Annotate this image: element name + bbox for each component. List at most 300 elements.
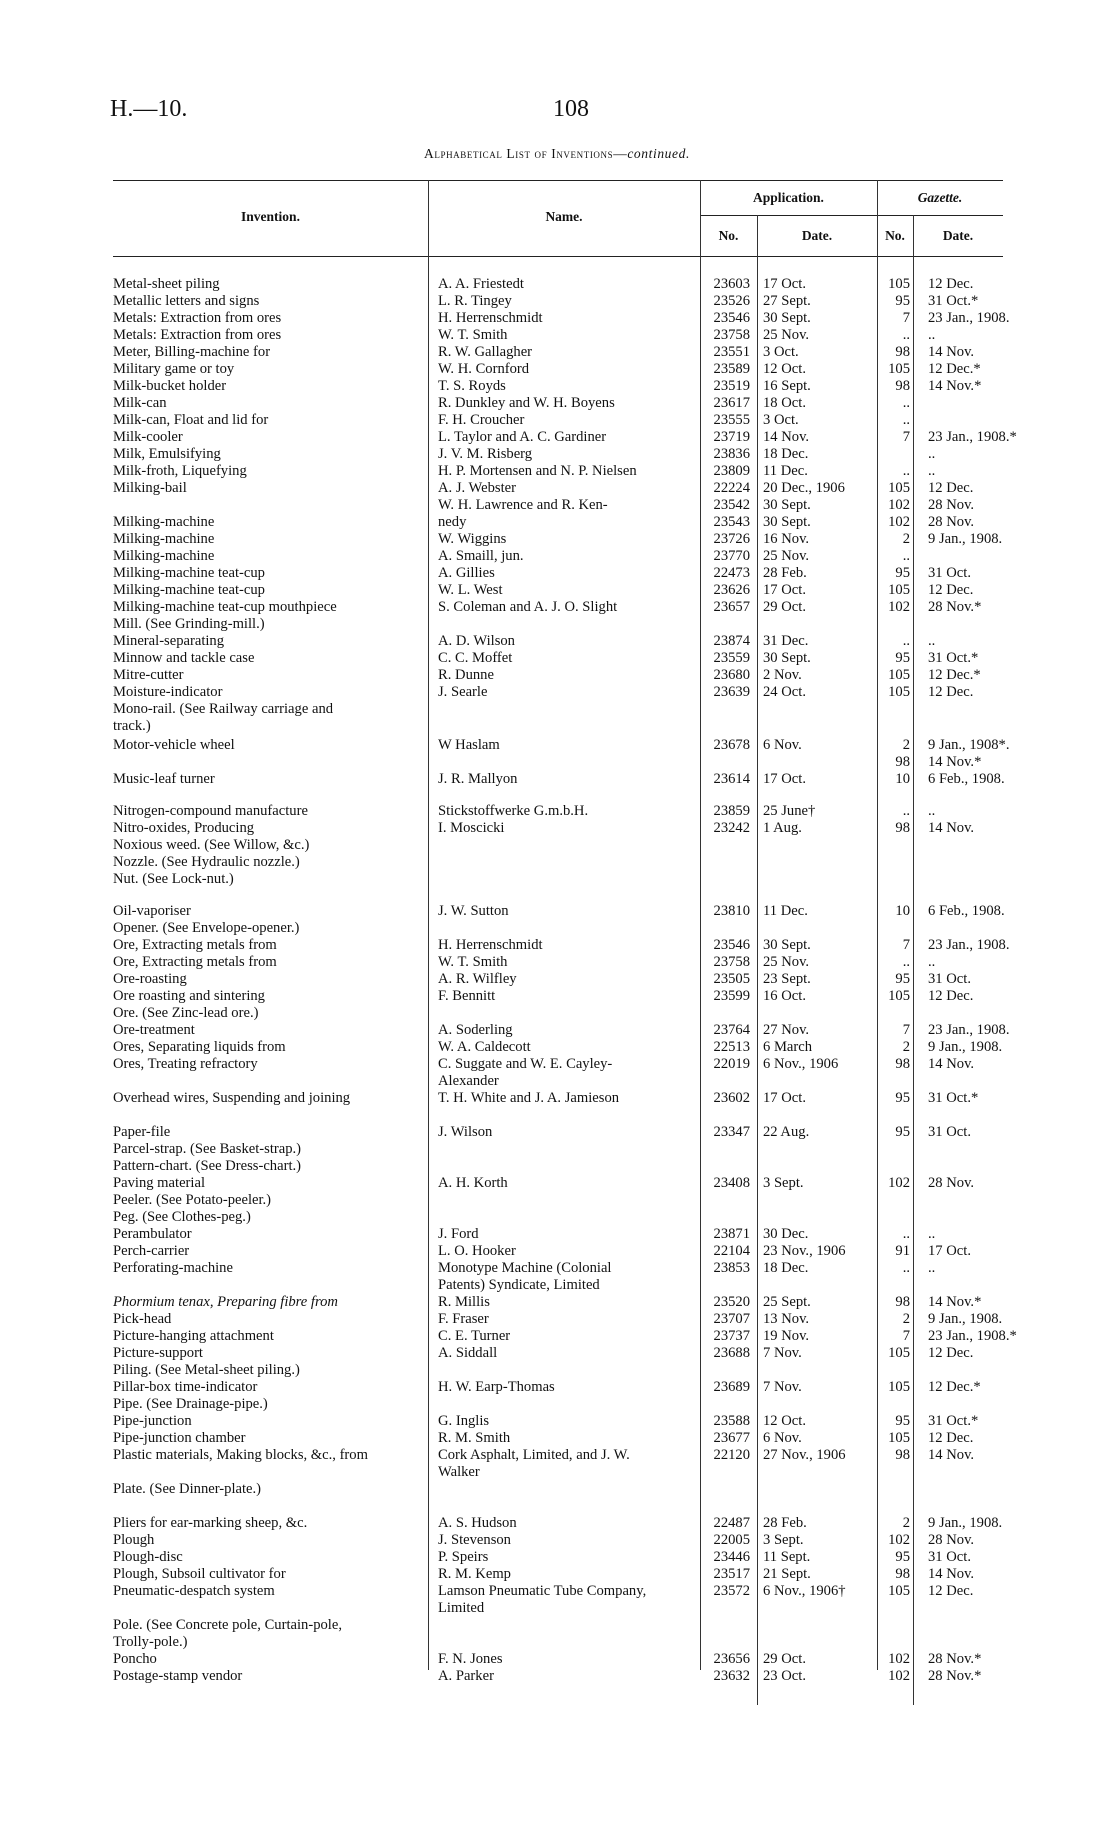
cell-name: C. Suggate and W. E. Cayley- <box>438 1056 613 1072</box>
cell-date: 30 Sept. <box>763 514 811 530</box>
cell-gno: 95 <box>895 1090 910 1106</box>
cell-gno: 98 <box>895 820 910 836</box>
cell-date: 19 Nov. <box>763 1328 810 1344</box>
cell-no: 23546 <box>713 310 750 326</box>
cell-gno: 95 <box>895 971 910 987</box>
cell-no: 23632 <box>713 1668 750 1684</box>
cell-no: 23551 <box>713 344 750 360</box>
cell-inv: Military game or toy <box>113 361 235 377</box>
cell-name: S. Coleman and A. J. O. Slight <box>438 599 618 615</box>
cell-name: Lamson Pneumatic Tube Company, <box>438 1583 647 1599</box>
cell-inv: Metals: Extraction from ores <box>113 327 282 343</box>
cell-inv: Pick-head <box>113 1311 172 1327</box>
cell-gno: 105 <box>888 361 910 377</box>
cell-gdate: 28 Nov. <box>928 514 975 530</box>
cell-inv: Mono-rail. (See Railway carriage and <box>113 701 334 717</box>
cell-inv: Perambulator <box>113 1226 192 1242</box>
cell-date: 12 Oct. <box>763 1413 806 1429</box>
cell-name: Patents) Syndicate, Limited <box>438 1277 600 1293</box>
cell-gno: 105 <box>888 988 910 1004</box>
cell-no: 23758 <box>713 327 750 343</box>
cell-date: 29 Oct. <box>763 1651 806 1667</box>
cell-date: 20 Dec., 1906 <box>763 480 845 496</box>
cell-gno: 10 <box>895 771 910 787</box>
cell-no: 22104 <box>713 1243 750 1259</box>
cell-date: 1 Aug. <box>763 820 802 836</box>
cell-name: W. T. Smith <box>438 954 508 970</box>
cell-date: 11 Dec. <box>763 463 808 479</box>
cell-date: 25 Nov. <box>763 954 810 970</box>
cell-name: F. N. Jones <box>438 1651 503 1667</box>
cell-date: 16 Nov. <box>763 531 810 547</box>
cell-inv: Overhead wires, Suspending and joining <box>113 1090 351 1106</box>
cell-date: 30 Sept. <box>763 937 811 953</box>
cell-gno: 105 <box>888 684 910 700</box>
col-divider-appdate <box>757 215 758 1705</box>
cell-gno: .. <box>902 412 910 428</box>
cell-no: 22473 <box>713 565 750 581</box>
cell-inv: Milking-machine teat-cup <box>113 565 265 581</box>
cell-no: 23874 <box>713 633 750 649</box>
cell-name: R. M. Smith <box>438 1430 511 1446</box>
cell-date: 23 Sept. <box>763 971 811 987</box>
cell-inv: Noxious weed. (See Willow, &c.) <box>113 837 310 853</box>
cell-no: 23505 <box>713 971 750 987</box>
cell-date: 17 Oct. <box>763 1090 806 1106</box>
cell-name: Alexander <box>438 1073 499 1089</box>
cell-no: 23599 <box>713 988 750 1004</box>
cell-no: 23588 <box>713 1413 750 1429</box>
cell-no: 23347 <box>713 1124 750 1140</box>
cell-inv: Postage-stamp vendor <box>113 1668 243 1684</box>
cell-inv: Ore, Extracting metals from <box>113 937 277 953</box>
cell-inv: Metals: Extraction from ores <box>113 310 282 326</box>
cell-no: 23859 <box>713 803 750 819</box>
cell-no: 23770 <box>713 548 750 564</box>
cell-inv: Milk, Emulsifying <box>113 446 221 462</box>
cell-date: 14 Nov. <box>763 429 810 445</box>
cell-inv: Plate. (See Dinner-plate.) <box>113 1481 262 1497</box>
col-gaz-date: Date. <box>942 228 974 243</box>
col-gaz-no: No. <box>885 228 905 243</box>
cell-name: J. Wilson <box>438 1124 493 1140</box>
cell-gno: 105 <box>888 1345 910 1361</box>
cell-inv: Music-leaf turner <box>113 771 215 787</box>
cell-gno: 102 <box>888 1175 910 1191</box>
cell-no: 23810 <box>713 903 750 919</box>
cell-inv: Mill. (See Grinding-mill.) <box>113 616 265 632</box>
cell-no: 23719 <box>713 429 750 445</box>
cell-no: 23639 <box>713 684 750 700</box>
cell-name: J. Stevenson <box>438 1532 511 1548</box>
cell-gno: 102 <box>888 1532 910 1548</box>
cell-inv: Milk-froth, Liquefying <box>113 463 247 479</box>
cell-gdate: 31 Oct. <box>928 971 971 987</box>
cell-inv: Milk-can <box>113 395 167 411</box>
cell-name: Monotype Machine (Colonial <box>438 1260 612 1276</box>
cell-gdate: 12 Dec. <box>928 1583 974 1599</box>
cell-name: H. P. Mortensen and N. P. Nielsen <box>438 463 637 479</box>
cell-date: 16 Sept. <box>763 378 811 394</box>
cell-date: 31 Dec. <box>763 633 809 649</box>
cell-date: 25 June† <box>763 803 816 819</box>
cell-gdate: 12 Dec.* <box>928 1379 981 1395</box>
cell-date: 3 Oct. <box>763 412 799 428</box>
cell-date: 18 Oct. <box>763 395 806 411</box>
cell-gno: 105 <box>888 667 910 683</box>
app-gaz-rule <box>700 215 1003 216</box>
cell-gno: 7 <box>902 429 910 445</box>
cell-no: 23555 <box>713 412 750 428</box>
cell-gno: 95 <box>895 565 910 581</box>
cell-gdate: .. <box>928 1226 936 1242</box>
cell-gdate: 12 Dec.* <box>928 361 981 377</box>
cell-no: 23559 <box>713 650 750 666</box>
cell-no: 23853 <box>713 1260 750 1276</box>
cell-gno: 98 <box>895 1294 910 1310</box>
col-invention: Invention. <box>241 209 300 224</box>
cell-name: T. H. White and J. A. Jamieson <box>438 1090 620 1106</box>
cell-gdate: 14 Nov. <box>928 820 975 836</box>
cell-name: P. Speirs <box>438 1549 489 1565</box>
cell-gdate: 23 Jan., 1908. <box>928 310 1010 326</box>
page-subtitle <box>0 146 1114 162</box>
cell-no: 23572 <box>713 1583 750 1599</box>
cell-date: 11 Dec. <box>763 903 808 919</box>
cell-name: nedy <box>438 514 467 530</box>
cell-name: A. Smaill, jun. <box>438 548 524 564</box>
table-top-rule <box>113 180 1003 181</box>
cell-no: 22487 <box>713 1515 750 1531</box>
cell-gno: .. <box>902 463 910 479</box>
cell-date: 29 Oct. <box>763 599 806 615</box>
cell-gno: 98 <box>895 754 910 770</box>
cell-gno: 95 <box>895 1413 910 1429</box>
cell-no: 23589 <box>713 361 750 377</box>
col-app-no: No. <box>718 228 739 243</box>
cell-no: 22019 <box>713 1056 750 1072</box>
cell-no: 23546 <box>713 937 750 953</box>
cell-gdate: 31 Oct.* <box>928 293 979 309</box>
cell-gno: 95 <box>895 650 910 666</box>
cell-date: 18 Dec. <box>763 1260 809 1276</box>
cell-name: A. Gillies <box>438 565 495 581</box>
cell-gno: 95 <box>895 293 910 309</box>
cell-name: L. R. Tingey <box>438 293 512 309</box>
cell-inv: Ore roasting and sintering <box>113 988 265 1004</box>
cell-gdate: 28 Nov.* <box>928 1668 982 1684</box>
cell-no: 23656 <box>713 1651 750 1667</box>
cell-gdate: 14 Nov. <box>928 1566 975 1582</box>
cell-no: 23677 <box>713 1430 750 1446</box>
cell-gdate: 28 Nov.* <box>928 1651 982 1667</box>
cell-name: A. R. Wilfley <box>438 971 517 987</box>
cell-name: J. R. Mallyon <box>438 771 518 787</box>
cell-gno: 2 <box>902 1311 910 1327</box>
cell-name: A. A. Friestedt <box>438 276 524 292</box>
cell-date: 23 Oct. <box>763 1668 806 1684</box>
cell-gdate: 14 Nov.* <box>928 754 982 770</box>
cell-inv: Pole. (See Concrete pole, Curtain-pole, <box>113 1617 342 1633</box>
cell-no: 23836 <box>713 446 750 462</box>
col-application: Application. <box>753 190 824 205</box>
cell-date: 17 Oct. <box>763 771 806 787</box>
col-app-date: Date. <box>801 228 833 243</box>
cell-date: 6 March <box>763 1039 813 1055</box>
cell-inv: Milking-machine teat-cup <box>113 582 265 598</box>
cell-date: 27 Sept. <box>763 293 811 309</box>
cell-gdate: 12 Dec.* <box>928 667 981 683</box>
cell-inv: Picture-support <box>113 1345 203 1361</box>
cell-gno: .. <box>902 548 910 564</box>
cell-gno: 2 <box>902 737 910 753</box>
cell-name: J. Ford <box>438 1226 479 1242</box>
subtitle-main: Alphabetical List of Inventions— <box>424 146 628 161</box>
cell-gno: .. <box>902 395 910 411</box>
cell-gdate: 14 Nov. <box>928 344 975 360</box>
cell-gno: 98 <box>895 1447 910 1463</box>
cell-no: 23688 <box>713 1345 750 1361</box>
cell-gno: 10 <box>895 903 910 919</box>
cell-gdate: 9 Jan., 1908. <box>928 1039 1003 1055</box>
header-bottom-rule <box>113 256 1003 257</box>
cell-gno: 102 <box>888 1668 910 1684</box>
cell-gno: 105 <box>888 480 910 496</box>
cell-date: 21 Sept. <box>763 1566 811 1582</box>
col-name: Name. <box>545 209 583 224</box>
cell-inv: Mineral-separating <box>113 633 225 649</box>
cell-date: 2 Nov. <box>763 667 802 683</box>
cell-date: 11 Sept. <box>763 1549 811 1565</box>
cell-gno: 7 <box>902 937 910 953</box>
cell-inv: Ore-treatment <box>113 1022 195 1038</box>
cell-date: 3 Sept. <box>763 1175 804 1191</box>
cell-gno: .. <box>902 633 910 649</box>
cell-gdate: 28 Nov.* <box>928 599 982 615</box>
cell-inv: Phormium tenax, Preparing fibre from <box>113 1294 338 1310</box>
cell-inv: Pillar-box time-indicator <box>113 1379 258 1395</box>
cell-date: 27 Nov. <box>763 1022 810 1038</box>
cell-name: Cork Asphalt, Limited, and J. W. <box>438 1447 630 1463</box>
cell-name: W Haslam <box>438 737 500 753</box>
cell-date: 6 Nov., 1906† <box>763 1583 846 1599</box>
cell-date: 12 Oct. <box>763 361 806 377</box>
cell-inv: Minnow and tackle case <box>113 650 255 666</box>
cell-inv: Milk-cooler <box>113 429 183 445</box>
cell-name: A. S. Hudson <box>438 1515 517 1531</box>
cell-inv: Pipe-junction <box>113 1413 192 1429</box>
cell-date: 24 Oct. <box>763 684 806 700</box>
cell-date: 27 Nov., 1906 <box>763 1447 846 1463</box>
cell-name: W. H. Lawrence and R. Ken- <box>438 497 608 513</box>
cell-gdate: 9 Jan., 1908. <box>928 1311 1003 1327</box>
cell-name: J. Searle <box>438 684 488 700</box>
cell-inv: Milking-machine teat-cup mouthpiece <box>113 599 337 615</box>
cell-gno: 98 <box>895 344 910 360</box>
cell-gdate: 14 Nov.* <box>928 378 982 394</box>
cell-inv: Ore, Extracting metals from <box>113 954 277 970</box>
cell-gno: .. <box>902 327 910 343</box>
cell-date: 7 Nov. <box>763 1379 802 1395</box>
cell-name: A. Siddall <box>438 1345 498 1361</box>
cell-inv: Ore. (See Zinc-lead ore.) <box>113 1005 259 1021</box>
col-divider-app <box>700 180 701 1670</box>
col-gazette: Gazette. <box>917 190 963 205</box>
cell-inv: track.) <box>113 718 151 734</box>
cell-gno: 102 <box>888 497 910 513</box>
cell-inv: Milking-machine <box>113 548 215 564</box>
cell-name: W. A. Caldecott <box>438 1039 531 1055</box>
cell-gdate: .. <box>928 803 936 819</box>
cell-date: 30 Dec. <box>763 1226 809 1242</box>
cell-gno: 98 <box>895 378 910 394</box>
cell-inv: Nozzle. (See Hydraulic nozzle.) <box>113 854 300 870</box>
cell-inv: Perforating-machine <box>113 1260 233 1276</box>
cell-name: W. L. West <box>438 582 503 598</box>
cell-date: 16 Oct. <box>763 988 806 1004</box>
cell-no: 23446 <box>713 1549 750 1565</box>
cell-name: A. Soderling <box>438 1022 513 1038</box>
cell-inv: Parcel-strap. (See Basket-strap.) <box>113 1141 302 1157</box>
cell-no: 23707 <box>713 1311 750 1327</box>
cell-date: 6 Nov. <box>763 1430 802 1446</box>
cell-no: 23542 <box>713 497 750 513</box>
cell-gdate: 14 Nov. <box>928 1056 975 1072</box>
cell-no: 23737 <box>713 1328 750 1344</box>
cell-name: Stickstoffwerke G.m.b.H. <box>438 803 589 819</box>
cell-gno: 102 <box>888 514 910 530</box>
cell-date: 6 Nov. <box>763 737 802 753</box>
cell-no: 22120 <box>713 1447 750 1463</box>
cell-gdate: .. <box>928 954 936 970</box>
cell-gno: 2 <box>902 531 910 547</box>
cell-date: 30 Sept. <box>763 310 811 326</box>
cell-date: 3 Sept. <box>763 1532 804 1548</box>
cell-gdate: 17 Oct. <box>928 1243 971 1259</box>
cell-gno: 98 <box>895 1566 910 1582</box>
cell-gno: 105 <box>888 1430 910 1446</box>
cell-gdate: 12 Dec. <box>928 684 974 700</box>
cell-name: A. Parker <box>438 1668 494 1684</box>
cell-inv: Ores, Treating refractory <box>113 1056 258 1072</box>
cell-no: 22224 <box>713 480 750 496</box>
cell-inv: Plough, Subsoil cultivator for <box>113 1566 286 1582</box>
cell-no: 23614 <box>713 771 750 787</box>
cell-inv: Opener. (See Envelope-opener.) <box>113 920 300 936</box>
col-divider-name <box>428 180 429 1670</box>
cell-inv: Milk-bucket holder <box>113 378 227 394</box>
cell-gno: 102 <box>888 599 910 615</box>
cell-name: A. D. Wilson <box>438 633 515 649</box>
cell-name: W. H. Cornford <box>438 361 530 377</box>
cell-inv: Paper-file <box>113 1124 171 1140</box>
cell-name: Limited <box>438 1600 485 1616</box>
cell-name: H. Herrenschmidt <box>438 310 543 326</box>
cell-date: 25 Sept. <box>763 1294 811 1310</box>
cell-inv: Paving material <box>113 1175 205 1191</box>
cell-gno: 98 <box>895 1056 910 1072</box>
cell-no: 23626 <box>713 582 750 598</box>
cell-inv: Metal-sheet piling <box>113 276 220 292</box>
cell-no: 23809 <box>713 463 750 479</box>
cell-date: 6 Nov., 1906 <box>763 1056 839 1072</box>
cell-no: 23242 <box>713 820 750 836</box>
cell-gno: 95 <box>895 1124 910 1140</box>
cell-inv: Moisture-indicator <box>113 684 223 700</box>
cell-gno: 105 <box>888 1379 910 1395</box>
cell-name: C. C. Moffet <box>438 650 513 666</box>
cell-gno: .. <box>902 954 910 970</box>
cell-name: R. M. Kemp <box>438 1566 511 1582</box>
cell-gno: .. <box>902 1260 910 1276</box>
cell-inv: Peeler. (See Potato-peeler.) <box>113 1192 272 1208</box>
cell-no: 22513 <box>713 1039 750 1055</box>
cell-no: 23526 <box>713 293 750 309</box>
cell-inv: Metallic letters and signs <box>113 293 260 309</box>
cell-no: 23602 <box>713 1090 750 1106</box>
cell-inv: Pliers for ear-marking sheep, &c. <box>113 1515 308 1531</box>
cell-name: F. Bennitt <box>438 988 496 1004</box>
cell-name: I. Moscicki <box>438 820 505 836</box>
cell-gno: 105 <box>888 276 910 292</box>
cell-no: 23758 <box>713 954 750 970</box>
cell-gdate: .. <box>928 446 936 462</box>
cell-inv: Pattern-chart. (See Dress-chart.) <box>113 1158 302 1174</box>
cell-gno: 2 <box>902 1515 910 1531</box>
cell-inv: Milking-machine <box>113 514 215 530</box>
cell-name: C. E. Turner <box>438 1328 511 1344</box>
cell-no: 23408 <box>713 1175 750 1191</box>
cell-name: J. W. Sutton <box>438 903 509 919</box>
cell-gdate: 9 Jan., 1908. <box>928 531 1003 547</box>
cell-name: H. Herrenschmidt <box>438 937 543 953</box>
cell-gdate: 31 Oct.* <box>928 1090 979 1106</box>
cell-date: 17 Oct. <box>763 582 806 598</box>
cell-inv: Plough-disc <box>113 1549 183 1565</box>
cell-date: 30 Sept. <box>763 650 811 666</box>
cell-gdate: 12 Dec. <box>928 582 974 598</box>
cell-gdate: 12 Dec. <box>928 480 974 496</box>
cell-gdate: 31 Oct. <box>928 1124 971 1140</box>
cell-date: 25 Nov. <box>763 548 810 564</box>
cell-date: 3 Oct. <box>763 344 799 360</box>
cell-gno: 2 <box>902 1039 910 1055</box>
cell-gdate: 31 Oct.* <box>928 650 979 666</box>
cell-inv: Milking-machine <box>113 531 215 547</box>
cell-inv: Nitro-oxides, Producing <box>113 820 255 836</box>
cell-gno: 7 <box>902 310 910 326</box>
cell-gdate: 23 Jan., 1908.* <box>928 1328 1017 1344</box>
page-number: 108 <box>553 96 589 122</box>
cell-name: R. Dunkley and W. H. Boyens <box>438 395 615 411</box>
cell-inv: Oil-vaporiser <box>113 903 191 919</box>
cell-gno: 105 <box>888 582 910 598</box>
cell-date: 30 Sept. <box>763 497 811 513</box>
cell-date: 22 Aug. <box>763 1124 810 1140</box>
cell-inv: Ores, Separating liquids from <box>113 1039 286 1055</box>
cell-inv: Meter, Billing-machine for <box>113 344 271 360</box>
cell-no: 23678 <box>713 737 750 753</box>
cell-date: 23 Nov., 1906 <box>763 1243 846 1259</box>
cell-gno: 102 <box>888 1651 910 1667</box>
cell-no: 23764 <box>713 1022 750 1038</box>
cell-gno: 95 <box>895 1549 910 1565</box>
cell-gno: 91 <box>895 1243 910 1259</box>
cell-name: A. J. Webster <box>438 480 516 496</box>
cell-gdate: .. <box>928 463 936 479</box>
cell-inv: Poncho <box>113 1651 157 1667</box>
cell-date: 13 Nov. <box>763 1311 810 1327</box>
